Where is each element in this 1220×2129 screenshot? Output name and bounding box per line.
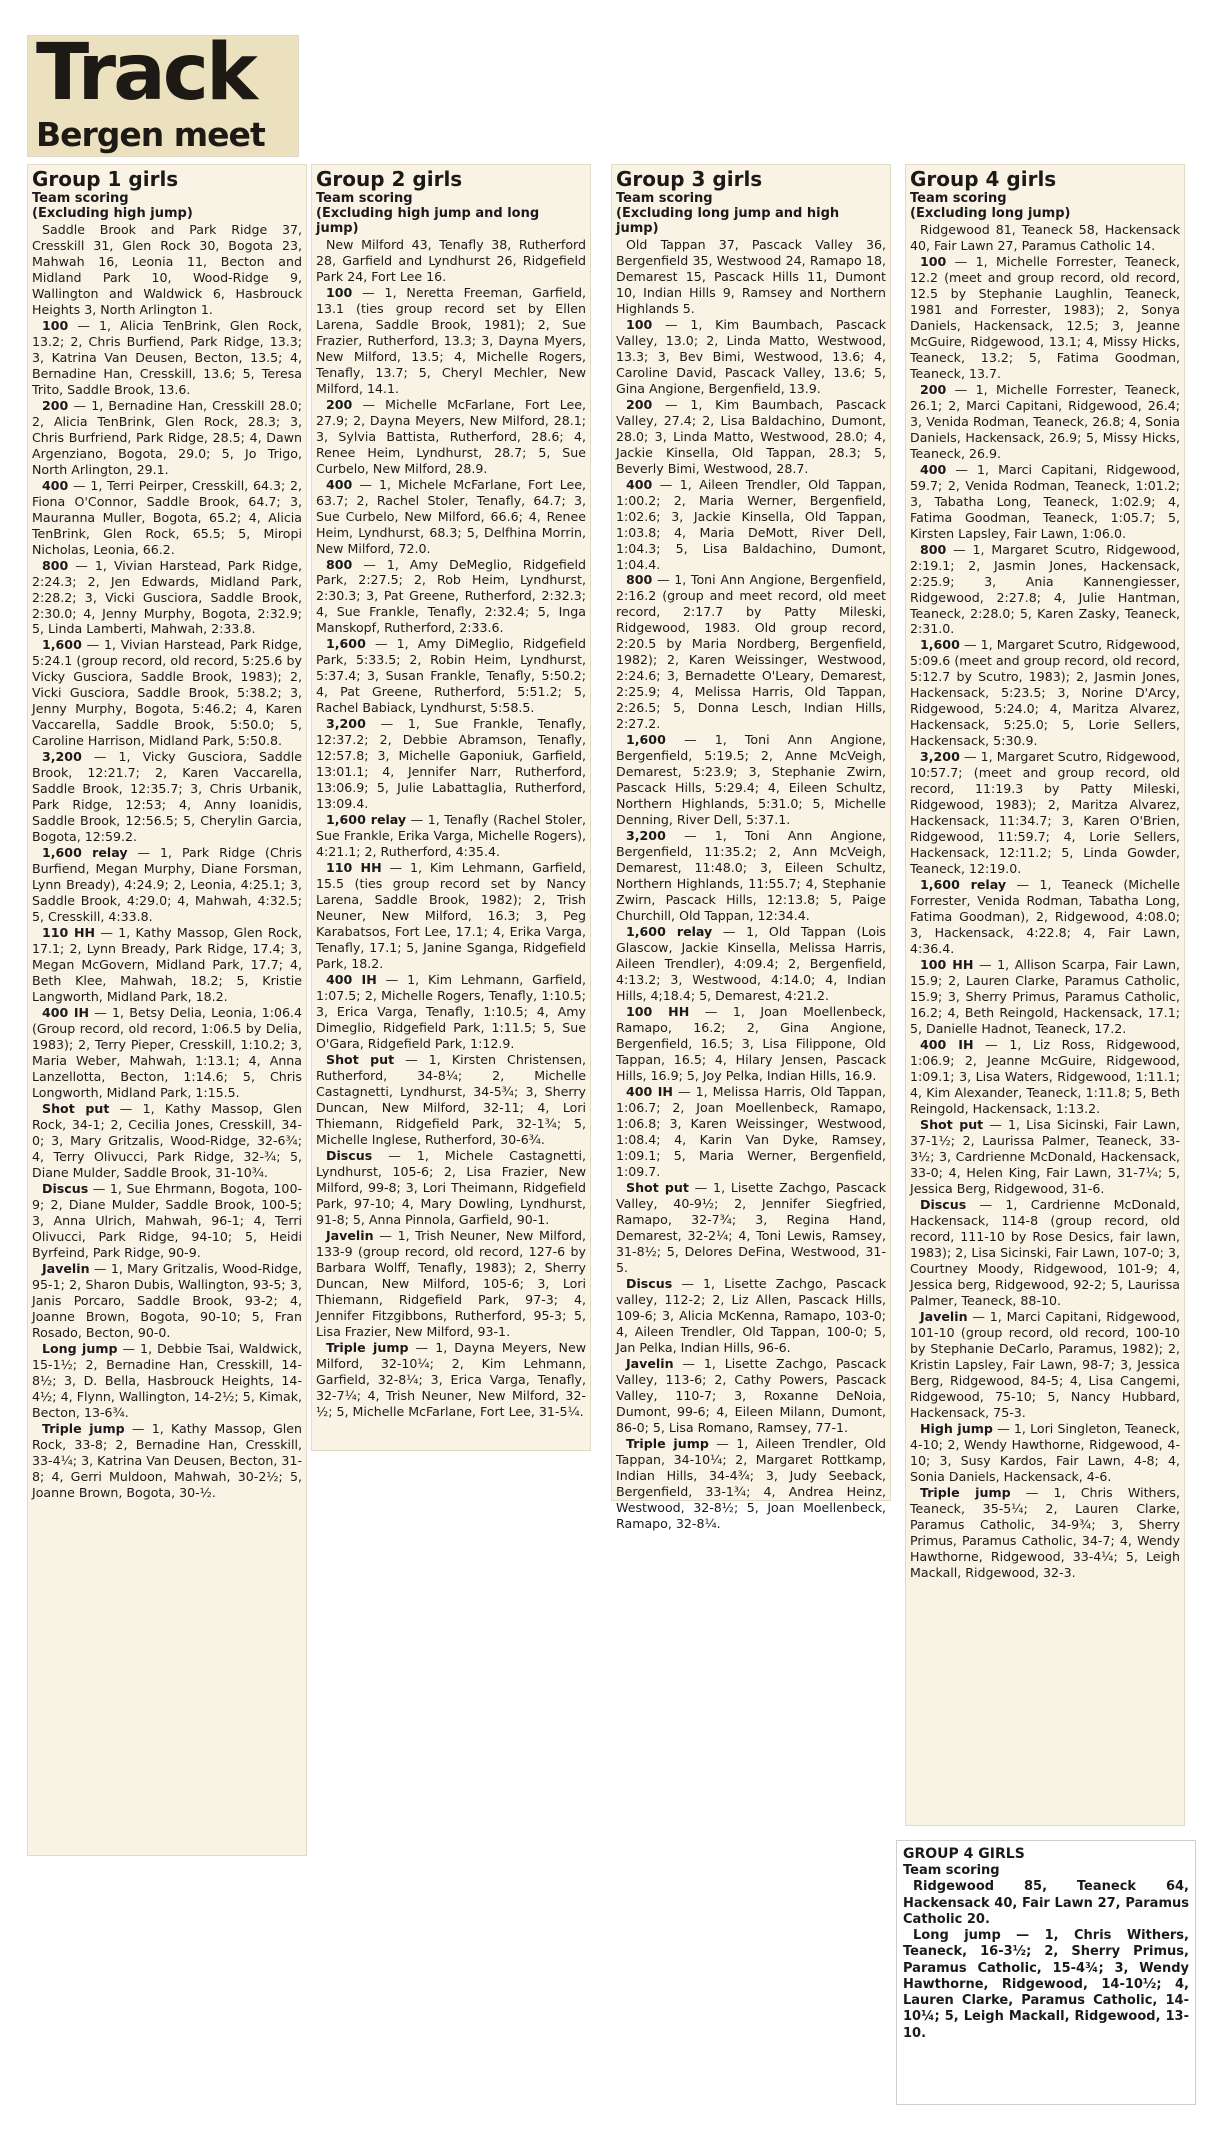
event-text: — 1, Debbie Tsai, Waldwick, 15-1½; 2, Bernadine Han, Cresskill, 14-8½; 3, D. Bella, Hasbrouck Heights, 14-4½; 4, Flynn, Wallington, 14-2½; 5, Kimak, Becton, 13-6¾. xyxy=(32,1340,302,1420)
group-heading: Group 3 girls xyxy=(616,167,763,191)
event-text: — 1, Marci Capitani, Ridgewood, 101-10 (group record, old record, 100-10 by Stephanie DeCarlo, Paramus, 1982); 2, Kristin Lapsley, Fair Lawn, 98-7; 3, Jessica Berg, Ridgewood, 84-5; 4, Lisa Cangemi, Ridgewood, 75-10; 5, Nancy Hubbard, Hackensack, 75-3. xyxy=(910,1308,1180,1420)
late-results-box xyxy=(896,1840,1196,2105)
team-scoring-label: Team scoring xyxy=(910,191,1007,206)
event-result xyxy=(910,382,1180,462)
column-group-1 xyxy=(28,165,306,1855)
event-text: — Michelle McFarlane, Fort Lee, 27.9; 2, Dayna Meyers, New Milford, 28.1; 3, Sylvia Battista, Rutherford, 28.6; 4, Renee Heim, Lyndhurst, 28.7; 5, Sue Curbelo, New Milford, 28.9. xyxy=(316,396,586,476)
event-name: High jump xyxy=(920,1420,993,1436)
event-result xyxy=(32,398,302,478)
event-name: Discus xyxy=(42,1180,89,1196)
event-name: Long jump xyxy=(42,1340,118,1356)
team-scoring-label: Team scoring xyxy=(316,191,413,206)
group-heading: Group 2 girls xyxy=(316,167,463,191)
event-text: — 1, Mary Gritzalis, Wood-Ridge, 95-1; 2, Sharon Dubis, Wallington, 93-5; 3, Janis Porcaro, Saddle Brook, 93-2; 4, Joanne Brown, Bogota, 90-10; 5, Fran Rosado, Becton, 90-0. xyxy=(32,1260,302,1340)
event-text: — 1, Terri Peirper, Cresskill, 64.3; 2, Fiona O'Connor, Saddle Brook, 64.7; 3, Mauranna Muller, Bogota, 65.2; 4, Alicia TenBrink, Glen Rock, 65.5; 5, Miropi Nicholas, Leonia, 66.2. xyxy=(32,477,302,557)
event-name: 400 xyxy=(42,477,69,493)
event-text: — 1, Margaret Scutro, Ridgewood, 5:09.6 (meet and group record, old record, 5:12.7 by Scutro, 1983); 2, Jasmin Jones, Hackensack, 5:23.5; 3, Norine D'Arcy, Ridgewood, 5:24.0; 4, Maritza Alvarez, Hackensack, 5:25.0; 5, Lorie Sellers, Hackensack, 5:30.9. xyxy=(910,637,1180,749)
event-result xyxy=(316,397,586,477)
results-body xyxy=(910,222,1180,1581)
event-name: Triple jump xyxy=(42,1420,125,1436)
event-result xyxy=(616,1276,886,1356)
event-name: 100 xyxy=(626,316,653,332)
event-text: — 1, Liz Ross, Ridgewood, 1:06.9; 2, Jeanne McGuire, Ridgewood, 1:09.1; 3, Lisa Waters, Ridgewood, 1:11.1; 4, Kim Alexander, Teaneck, 1:11.8; 5, Beth Reingold, Hackensack, 1:13.2. xyxy=(910,1037,1180,1117)
event-name: Discus xyxy=(626,1275,673,1291)
results-body xyxy=(616,237,886,1532)
event-name: Javelin xyxy=(626,1355,674,1371)
event-text: — 1, Toni Ann Angione, Bergenfield, 2:16.2 (group and meet record, old meet record, 2:17.7 by Patty Mileski, Ridgewood, 1983. Old group record, 2:20.5 by Maria Nordberg, Bergenfield, 1982); 2, Karen Weissinger, Westwood, 2:24.6; 3, Bernadette O'Leary, Demarest, 2:25.9; 4, Melissa Harris, Old Tappan, 2:26.5; 5, Donna Lesch, Indian Hills, 2:27.2. xyxy=(616,572,886,732)
event-result xyxy=(32,1101,302,1181)
event-result xyxy=(616,828,886,924)
event-text: — 1, Aileen Trendler, Old Tappan, 1:00.2; 2, Maria Werner, Bergenfield, 1:02.6; 3, Jackie Kinsella, Old Tappan, 1:03.8; 4, Maria DeMott, River Dell, 1:04.3; 5, Lisa Baldachino, Dumont, 1:04.4. xyxy=(616,476,886,572)
event-result xyxy=(616,397,886,477)
event-name: 400 xyxy=(326,476,353,492)
event-name: 400 xyxy=(626,476,653,492)
team-scoring-label: Team scoring xyxy=(32,191,129,206)
event-name: 400 xyxy=(920,461,947,477)
event-result xyxy=(316,636,586,716)
late-team-text: Ridgewood 85, Teaneck 64, Hackensack 40, Fair Lawn 27, Paramus Catholic 20. xyxy=(903,1879,1189,1927)
event-text: — 1, Joan Moellenbeck, Ramapo, 16.2; 2, Gina Angione, Bergenfield, 16.5; 3, Lisa Filippone, Old Tappan, 16.5; 4, Hilary Jensen, Pascack Hills, 16.9; 5, Joy Pelka, Indian Hills, 16.9. xyxy=(616,1004,886,1083)
event-name: 100 HH xyxy=(920,957,974,973)
event-result xyxy=(32,845,302,925)
event-result xyxy=(910,1309,1180,1421)
event-text: — 1, Marci Capitani, Ridgewood, 59.7; 2, Venida Rodman, Teaneck, 1:01.2; 3, Tabatha Long, Teaneck, 1:02.9; 4, Fatima Goodman, Teaneck, 1:05.7; 5, Kirsten Lapsley, Fair Lawn, 1:06.0. xyxy=(910,461,1180,541)
event-result xyxy=(910,542,1180,638)
event-name: Javelin xyxy=(920,1308,968,1324)
event-result xyxy=(616,924,886,1004)
event-name: 110 HH xyxy=(326,860,382,876)
event-text: — 1, Allison Scarpa, Fair Lawn, 15.9; 2, Lauren Clarke, Paramus Catholic, 15.9; 3, Sherry Primus, Paramus Catholic, 16.2; 4, Beth Reingold, Hackensack, 17.1; 5, Danielle Hadnot, Teaneck, 17.2. xyxy=(910,957,1180,1037)
event-result xyxy=(316,285,586,397)
event-name: 1,600 relay xyxy=(42,845,128,861)
results-body xyxy=(32,222,302,1501)
event-text: — 1, Kim Lehmann, Garfield, 1:07.5; 2, Michelle Rogers, Tenafly, 1:10.5; 3, Erica Varga, Tenafly, 1:10.5; 4, Amy Dimeglio, Ridgefield Park, 1:11.5; 5, Sue O'Gara, Ridgefield Park, 1:12.9. xyxy=(316,972,586,1052)
event-name: 3,200 xyxy=(42,749,82,765)
event-text: — 1, Alicia TenBrink, Glen Rock, 13.2; 2, Chris Burfiend, Park Ridge, 13.3; 3, Katrina Van Deusen, Becton, 13.5; 4, Bernadine Han, Cresskill, 13.6; 5, Teresa Trito, Saddle Brook, 13.6. xyxy=(32,317,302,397)
event-result xyxy=(910,1485,1180,1581)
event-result xyxy=(616,1356,886,1436)
event-name: 3,200 xyxy=(626,828,666,844)
event-name: Javelin xyxy=(326,1227,374,1243)
event-text: — 1, Lisette Zachgo, Pascack Valley, 113-6; 2, Cathy Powers, Pascack Valley, 110-7; 3, Roxanne DeNoia, Dumont, 99-6; 4, Eileen Milann, Dumont, 86-0; 5, Lisa Romano, Ramsey, 77-1. xyxy=(616,1355,886,1435)
event-name: 1,600 relay xyxy=(626,924,713,940)
headline-subtitle: Bergen meet xyxy=(36,115,265,154)
event-text: — 1, Amy DeMeglio, Ridgefield Park, 2:27.5; 2, Rob Heim, Lyndhurst, 2:30.3; 3, Pat Greene, Rutherford, 2:32.3; 4, Sue Frankle, Tenafly, 2:32.4; 5, Inga Manskopf, Rutherford, 2:33.6. xyxy=(316,556,586,636)
event-result xyxy=(32,637,302,749)
event-result xyxy=(910,749,1180,877)
event-name: Triple jump xyxy=(326,1339,409,1355)
event-name: 200 xyxy=(326,396,353,412)
event-name: 400 IH xyxy=(42,1005,90,1021)
column-group-3 xyxy=(612,165,890,1531)
event-text: — 1, Cardrienne McDonald, Hackensack, 114-8 (group record, old record, 111-10 by Rose Desics, fair lawn, 1983); 2, Lisa Sicinski, Fair Lawn, 107-0; 3, Courtney Moody, Ridgewood, 101-9; 4, Jessica berg, Ridgewood, 92-2; 5, Laurissa Palmer, Teaneck, 88-10. xyxy=(910,1196,1180,1308)
event-name: 800 xyxy=(920,541,947,557)
event-text: — 1, Bernadine Han, Cresskill 28.0; 2, Alicia TenBrink, Glen Rock, 28.3; 3, Chris Burfriend, Park Ridge, 28.5; 4, Dawn Argenziano, Bogota, 29.0; 5, Jo Trigo, North Arlington, 29.1. xyxy=(32,397,302,477)
event-result xyxy=(32,1421,302,1501)
event-result xyxy=(32,1005,302,1101)
event-name: 200 xyxy=(42,397,69,413)
event-result xyxy=(616,1180,886,1276)
event-name: 3,200 xyxy=(920,749,960,765)
event-result xyxy=(32,558,302,638)
event-text: — 1, Neretta Freeman, Garfield, 13.1 (ties group record set by Ellen Larena, Saddle Brook, 1981); 2, Sue Frazier, Rutherford, 13.3; 3, Dayna Myers, New Milford, 13.5; 4, Michelle Rogers, Tenafly, 13.7; 5, Cheryl Mechler, New Milford, 14.1. xyxy=(316,284,586,396)
event-name: Shot put xyxy=(626,1179,689,1195)
event-text: — 1, Toni Ann Angione, Bergenfield, 5:19.5; 2, Anne McVeigh, Demarest, 5:23.9; 3, Stephanie Zwirn, Pascack Hills, 5:29.4; 4, Eileen Schultz, Northern Highlands, 5:31.0; 5, Michelle Denning, River Dell, 5:37.1. xyxy=(616,732,886,828)
event-result xyxy=(32,925,302,1005)
event-name: Discus xyxy=(920,1196,967,1212)
event-result xyxy=(32,318,302,398)
event-name: 100 xyxy=(42,317,69,333)
event-text: — 1, Kathy Massop, Glen Rock, 33-8; 2, Bernadine Han, Cresskill, 33-4¼; 3, Katrina Van Deusen, Becton, 31-8; 4, Gerri Muldoon, Mahwah, 30-2½; 5, Joanne Brown, Bogota, 30-½. xyxy=(32,1420,302,1500)
event-text: — 1, Kim Baumbach, Pascack Valley, 27.4; 2, Lisa Baldachino, Dumont, 28.0; 3, Linda Matto, Westwood, 28.0; 4, Jackie Kinsella, Old Tappan, 28.3; 5, Beverly Bimi, Westwood, 28.7. xyxy=(616,396,886,476)
event-result xyxy=(32,1341,302,1421)
event-name: Shot put xyxy=(42,1101,110,1117)
event-result xyxy=(910,1197,1180,1309)
event-text: — 1, Lisa Sicinski, Fair Lawn, 37-1½; 2, Laurissa Palmer, Teaneck, 33-3½; 3, Cardrienne McDonald, Hackensack, 33-0; 4, Helen King, Fair Lawn, 31-7¼; 5, Jessica Berg, Ridgewood, 31-6. xyxy=(910,1117,1180,1196)
event-text: — 1, Vicky Gusciora, Saddle Brook, 12:21.7; 2, Karen Vaccarella, Saddle Brook, 12:35.7; 3, Chris Urbanik, Park Ridge, 12:53; 4, Anny Ioanidis, Saddle Brook, 12:56.5; 5, Cherylin Garcia, Bogota, 12:59.2. xyxy=(32,749,302,845)
event-result xyxy=(616,572,886,732)
event-result xyxy=(316,1148,586,1228)
event-name: 1,600 xyxy=(42,637,82,653)
event-name: 1,600 xyxy=(326,636,366,652)
event-result xyxy=(32,749,302,845)
event-text: — 1, Vivian Harstead, Park Ridge, 2:24.3; 2, Jen Edwards, Midland Park, 2:28.2; 3, Vicki Gusciora, Saddle Brook, 2:30.0; 4, Jenny Murphy, Bogota, 2:32.9; 5, Linda Lamberti, Mahwah, 2:33.8. xyxy=(32,557,302,637)
event-name: Javelin xyxy=(42,1260,90,1276)
event-result xyxy=(616,477,886,573)
event-name: 100 xyxy=(920,253,947,269)
event-result xyxy=(616,1004,886,1084)
event-text: — 1, Lisette Zachgo, Pascack Valley, 40-9½; 2, Jennifer Siegfried, Ramapo, 32-7¾; 3, Regina Hand, Demarest, 32-2¼; 4, Toni Lewis, Ramsey, 31-8½; 5, Delores DeFina, Westwood, 31-5. xyxy=(616,1179,887,1275)
event-result xyxy=(910,637,1180,749)
event-text: — 1, Sue Ehrmann, Bogota, 100-9; 2, Diane Mulder, Saddle Brook, 100-5; 3, Anna Ulrich, Mahwah, 96-1; 4, Terri Olivucci, Park Ridge, 94-10; 5, Heidi Byrfeind, Park Ridge, 90-9. xyxy=(32,1180,302,1260)
event-name: 1,600 xyxy=(920,637,960,653)
event-name: Triple jump xyxy=(626,1435,709,1451)
event-text: — 1, Kim Baumbach, Pascack Valley, 13.0; 2, Linda Matto, Westwood, 13.3; 3, Bev Bimi, Westwood, 13.6; 4, Caroline David, Pascack Valley, 13.6; 5, Gina Angione, Bergenfield, 13.9. xyxy=(616,316,886,396)
event-name: 200 xyxy=(920,381,947,397)
event-result xyxy=(910,462,1180,542)
late-event-text: — 1, Chris Withers, Teaneck, 16-3½; 2, Sherry Primus, Paramus Catholic, 15-4¾; 3, Wendy Hawthorne, Ridgewood, 14-10½; 4, Lauren Clarke, Paramus Catholic, 14-10¼; 5, Leigh Mackall, Ridgewood, 13-10. xyxy=(903,1928,1189,2041)
column-group-2 xyxy=(312,165,590,1450)
late-body xyxy=(903,1879,1189,2042)
event-result xyxy=(616,317,886,397)
event-text: — 1, Amy DiMeglio, Ridgefield Park, 5:33.5; 2, Robin Heim, Lyndhurst, 5:37.4; 3, Susan Frankle, Tenafly, 5:50.2; 4, Pat Greene, Rutherford, 5:51.2; 5, Rachel Babiack, Lyndhurst, 5:58.5. xyxy=(316,636,586,716)
event-name: 1,600 relay xyxy=(326,812,407,828)
event-text: — 1, Sue Frankle, Tenafly, 12:37.2; 2, Debbie Abramson, Tenafly, 12:57.8; 3, Michelle Gaponiuk, Garfield, 13:01.1; 4, Jennifer Narr, Rutherford, 13:06.9; 5, Julie Labattaglia, Rutherford, 13:09.4. xyxy=(316,716,586,812)
event-text: — 1, Vivian Harstead, Park Ridge, 5:24.1 (group record, old record, 5:25.6 by Vicky Gusciora, Saddle Brook, 1983); 2, Vicki Gusciora, Saddle Brook, 5:38.2; 3, Jenny Murphy, Bogota, 5:46.2; 4, Karen Vaccarella, Saddle Brook, 5:50.0; 5, Caroline Harrison, Midland Park, 5:50.8. xyxy=(32,637,302,749)
event-name: 100 xyxy=(326,284,353,300)
event-name: Triple jump xyxy=(920,1484,1011,1500)
event-name: 200 xyxy=(626,396,653,412)
event-name: 3,200 xyxy=(326,716,366,732)
event-result xyxy=(316,1228,586,1340)
event-result xyxy=(910,877,1180,957)
event-name: Shot put xyxy=(326,1052,395,1068)
event-text: — 1, Kathy Massop, Glen Rock, 17.1; 2, Lynn Bready, Park Ridge, 17.4; 3, Megan McGovern, Midland Park, 17.7; 4, Beth Klee, Mahwah, 18.2; 5, Kristie Langworth, Midland Park, 18.2. xyxy=(32,925,302,1005)
event-text: — 1, Michelle Forrester, Teaneck, 12.2 (meet and group record, old record, 12.5 by Stephanie Laughlin, Teaneck, 1981 and Forrester, 1983); 2, Sonya Daniels, Hackensack, 12.5; 3, Jeanne McGuire, Ridgewood, 13.1; 4, Missy Hicks, Teaneck, 13.2; 5, Fatima Goodman, Teaneck, 13.7. xyxy=(910,253,1180,381)
event-result xyxy=(32,1261,302,1341)
event-name: 800 xyxy=(42,557,69,573)
event-result xyxy=(316,860,586,972)
event-text: — 1, Toni Ann Angione, Bergenfield, 11:35.2; 2, Ann McVeigh, Demarest, 11:48.0; 3, Eileen Schultz, Northern Highlands, 11:55.7; 4, Stephanie Zwirn, Pascack Hills, 12:13.8; 5, Paige Churchill, Old Tappan, 12:34.4. xyxy=(616,828,886,924)
event-text: — 1, Melissa Harris, Old Tappan, 1:06.7; 2, Joan Moellenbeck, Ramapo, 1:06.8; 3, Karen Weissinger, Westwood, 1:08.4; 4, Karin Van Dyke, Ramsey, 1:09.1; 5, Maria Werner, Bergenfield, 1:09.7. xyxy=(616,1083,886,1179)
event-name: 1,600 xyxy=(626,732,666,748)
event-result xyxy=(316,477,586,557)
event-name: 400 IH xyxy=(326,972,377,988)
team-scores: Old Tappan 37, Pascack Valley 36, Bergenfield 35, Westwood 24, Ramapo 18, Demarest 15, Pascack Hills 11, Dumont 10, Indian Hills 9, Ramsey and Northern Highlands 5. xyxy=(616,236,886,316)
event-name: 400 IH xyxy=(920,1037,974,1053)
event-text: — 1, Tenafly (Rachel Stoler, Sue Frankle, Erika Varga, Michelle Rogers), 4:21.1; 2, Rutherford, 4:35.4. xyxy=(316,812,586,860)
headline-clipping xyxy=(28,28,298,156)
event-result xyxy=(316,972,586,1052)
event-result xyxy=(616,732,886,828)
event-name: Shot put xyxy=(920,1117,984,1132)
exclusion-note: (Excluding high jump and long jump) xyxy=(316,205,540,236)
event-text: — 1, Betsy Delia, Leonia, 1:06.4 (Group record, old record, 1:06.5 by Delia, 1983); 2, Terry Pieper, Cresskill, 1:10.2; 3, Maria Weber, Mahwah, 1:13.1; 4, Anna Lanzellotta, Becton, 1:14.6; 5, Chris Longworth, Midland Park, 1:15.5. xyxy=(32,1005,302,1101)
event-text: — 1, Teaneck (Michelle Forrester, Venida Rodman, Tabatha Long, Fatima Goodman), 2, Ridgewood, 4:08.0; 3, Hackensack, 4:22.8; 4, Fair Lawn, 4:36.4. xyxy=(910,877,1181,957)
event-text: — 1, Lisette Zachgo, Pascack valley, 112-2; 2, Liz Allen, Pascack Hills, 109-6; 3, Alicia McKenna, Ramapo, 103-0; 4, Aileen Trendler, Old Tappan, 100-0; 5, Jan Pelka, Indian Hills, 96-6. xyxy=(616,1275,886,1355)
event-text: — 1, Margaret Scutro, Ridgewood, 2:19.1; 2, Jasmin Jones, Hackensack, 2:25.9; 3, Ania Kannengiesser, Ridgewood, 2:27.8; 4, Julie Hantman, Teaneck, 2:28.0; 5, Karen Zasky, Teaneck, 2:31.0. xyxy=(910,541,1180,637)
exclusion-note: (Excluding high jump) xyxy=(32,205,193,221)
event-name: 800 xyxy=(626,572,653,588)
group-heading: Group 1 girls xyxy=(32,167,179,191)
event-text: — 1, Dayna Meyers, New Milford, 32-10¼; 2, Kim Lehmann, Garfield, 32-8¼; 3, Erica Varga, Tenafly, 32-7¼; 4, Trish Neuner, New Milford, 32-½; 5, Michelle McFarlane, Fort Lee, 31-5¼. xyxy=(316,1339,587,1419)
event-text: — 1, Aileen Trendler, Old Tappan, 34-10¼; 2, Margaret Rottkamp, Indian Hills, 34-4¾; 3, Judy Seeback, Bergenfield, 33-1¾; 4, Andrea Heinz, Westwood, 32-8½; 5, Joan Moellenbeck, Ramapo, 32-8¼. xyxy=(616,1435,886,1531)
team-scores: Ridgewood 81, Teaneck 58, Hackensack 40, Fair Lawn 27, Paramus Catholic 14. xyxy=(910,221,1180,253)
group-heading: Group 4 girls xyxy=(910,167,1057,191)
headline-title: Track xyxy=(36,28,255,118)
column-group-4 xyxy=(906,165,1184,1825)
event-text: — 1, Park Ridge (Chris Burfiend, Megan Murphy, Diane Forsman, Lynn Bready), 4:24.9; 2, Leonia, 4:25.1; 3, Saddle Brook, 4:29.0; 4, Mahwah, 4:32.5; 5, Cresskill, 4:33.8. xyxy=(32,845,302,925)
event-result xyxy=(910,1037,1180,1117)
event-text: — 1, Chris Withers, Teaneck, 35-5¼; 2, Lauren Clarke, Paramus Catholic, 34-9¾; 3, Sherry Primus, Paramus Catholic, 34-7; 4, Wendy Hawthorne, Ridgewood, 33-4¼; 5, Leigh Mackall, Ridgewood, 32-3. xyxy=(910,1484,1180,1580)
event-result xyxy=(316,1340,586,1420)
event-result xyxy=(316,812,586,860)
event-result xyxy=(910,1421,1180,1485)
late-team-label: Team scoring xyxy=(903,1863,1000,1879)
event-text: — 1, Michele Castagnetti, Lyndhurst, 105-6; 2, Lisa Frazier, New Milford, 99-8; 3, Lori Theimann, Ridgefield Park, 97-10; 4, Mary Dowling, Lyndhurst, 91-8; 5, Anna Pinnola, Garfield, 90-1. xyxy=(316,1147,586,1227)
late-event-name: Long jump xyxy=(913,1928,1001,1944)
event-text: — 1, Michelle Forrester, Teaneck, 26.1; 2, Marci Capitani, Ridgewood, 26.4; 3, Venida Rodman, Teaneck, 26.8; 4, Sonia Daniels, Hackensack, 26.9; 5, Missy Hicks, Teaneck, 26.9. xyxy=(910,381,1180,461)
event-name: 100 HH xyxy=(626,1004,690,1020)
event-result xyxy=(616,1436,886,1532)
event-result xyxy=(316,557,586,637)
event-result xyxy=(910,957,1180,1037)
event-result xyxy=(910,254,1180,382)
event-name: Discus xyxy=(326,1147,373,1163)
event-result xyxy=(910,1117,1180,1197)
results-body xyxy=(316,237,586,1420)
event-name: 110 HH xyxy=(42,925,96,941)
event-text: — 1, Lori Singleton, Teaneck, 4-10; 2, Wendy Hawthorne, Ridgewood, 4-10; 3, Susy Kardos, Fair Lawn, 4-8; 4, Sonia Daniels, Hackensack, 4-6. xyxy=(910,1420,1180,1484)
exclusion-note: (Excluding long jump) xyxy=(910,205,1071,221)
event-text: — 1, Old Tappan (Lois Glascow, Jackie Kinsella, Melissa Harris, Aileen Trendler), 4:09.4; 2, Bergenfield, 4:13.2; 3, Westwood, 4:14.0; 4, Indian Hills, 4;18.4; 5, Demarest, 4:21.2. xyxy=(616,924,886,1004)
event-text: — 1, Kathy Massop, Glen Rock, 34-1; 2, Cecilia Jones, Cresskill, 34-0; 3, Mary Gritzalis, Wood-Ridge, 32-6¾; 4, Terry Olivucci, Park Ridge, 32-¾; 5, Diane Mulder, Saddle Brook, 31-10¾. xyxy=(32,1101,302,1180)
event-text: — 1, Margaret Scutro, Ridgewood, 10:57.7; (meet and group record, old record, 11:19.3 by Patty Mileski, Ridgewood, 1983); 2, Maritza Alvarez, Hackensack, 11:34.7; 3, Karen O'Brien, Ridgewood, 11:59.7; 4, Lorie Sellers, Hackensack, 12:11.2; 5, Linda Gowder, Teaneck, 12:19.0. xyxy=(910,749,1180,877)
event-name: 400 IH xyxy=(626,1083,673,1099)
event-text: — 1, Trish Neuner, New Milford, 133-9 (group record, old record, 127-6 by Barbara Wolff, Tenafly, 1983); 2, Sherry Duncan, New Milford, 105-6; 3, Lori Thiemann, Ridgefield Park, 97-3; 4, Jennifer Fitzgibbons, Rutherford, 95-3; 5, Lisa Frazier, New Milford, 93-1. xyxy=(316,1227,586,1339)
event-text: — 1, Kim Lehmann, Garfield, 15.5 (ties group record set by Nancy Larena, Saddle Brook, 1982); 2, Trish Neuner, New Milford, 16.3; 3, Peg Karabatsos, Fort Lee, 17.1; 4, Erika Varga, Tenafly, 17.1; 5, Janine Sganga, Ridgefield Park, 18.2. xyxy=(316,860,586,972)
event-text: — 1, Michele McFarlane, Fort Lee, 63.7; 2, Rachel Stoler, Tenafly, 64.7; 3, Sue Curbelo, New Milford, 66.6; 4, Renee Heim, Lyndhurst, 68.3; 5, Delfhina Morrin, New Milford, 72.0. xyxy=(316,476,586,556)
late-heading: GROUP 4 GIRLS xyxy=(903,1846,1025,1862)
exclusion-note: (Excluding long jump and high jump) xyxy=(616,205,840,236)
event-result xyxy=(32,1181,302,1261)
event-result xyxy=(316,1052,586,1148)
event-name: 1,600 relay xyxy=(920,877,1007,893)
event-result xyxy=(32,478,302,558)
team-scores: Saddle Brook and Park Ridge 37, Cresskill 31, Glen Rock 30, Bogota 23, Mahwah 16, Leonia 11, Becton and Midland Park 10, Wood-Ridge 9, Wallington and Waldwick 6, Hasbrouck Heights 3, North Arlington 1. xyxy=(32,221,302,317)
event-result xyxy=(316,716,586,812)
event-text: — 1, Kirsten Christensen, Rutherford, 34-8¼; 2, Michelle Castagnetti, Lyndhurst, 34-5¾; 3, Sherry Duncan, New Milford, 32-11; 4, Lori Thiemann, Ridgefield Park, 32-1¾; 5, Michelle Inglese, Rutherford, 30-6¾. xyxy=(316,1052,586,1147)
event-result xyxy=(616,1084,886,1180)
team-scoring-label: Team scoring xyxy=(616,191,713,206)
team-scores: New Milford 43, Tenafly 38, Rutherford 28, Garfield and Lyndhurst 26, Ridgefield Park 24, Fort Lee 16. xyxy=(316,236,586,284)
late-event xyxy=(903,1928,1189,2042)
event-name: 800 xyxy=(326,556,353,572)
